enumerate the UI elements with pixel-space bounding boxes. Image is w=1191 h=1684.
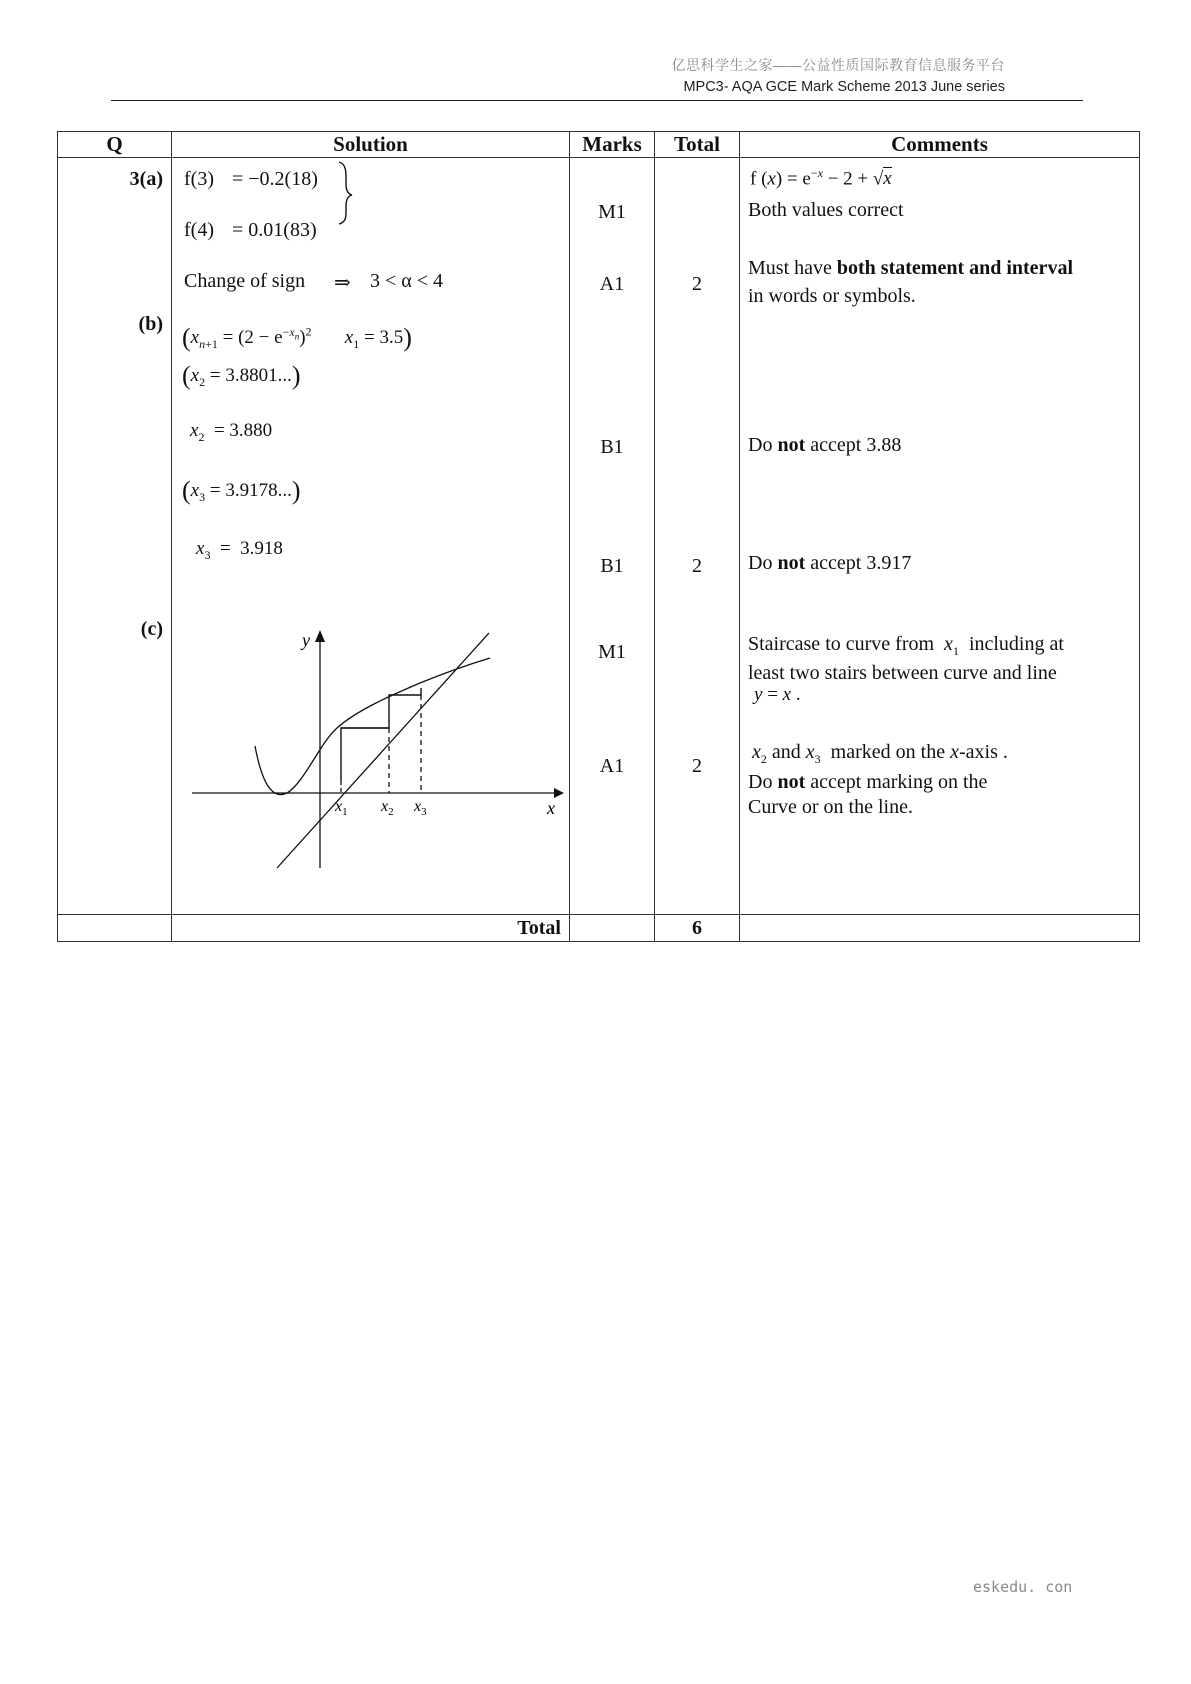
comment-both-values: Both values correct: [748, 199, 904, 221]
mark-a1-a: A1: [599, 273, 625, 295]
total-a: 2: [692, 273, 702, 295]
x2-working: $(x_2 = 3.8801...)$: [182, 361, 301, 390]
f4-label: f(4): [184, 219, 214, 241]
total-cell: [655, 158, 740, 915]
change-of-sign: Change of sign: [184, 270, 306, 292]
x1-value: 3.5: [379, 327, 404, 348]
col-solution: Solution: [172, 132, 570, 158]
f3-value: = −0.2(18): [232, 168, 318, 190]
x-axis-arrow: [554, 788, 564, 798]
comment-curve-or-line: Curve or on the line.: [748, 796, 913, 818]
mark-b1-1: B1: [600, 436, 624, 458]
total-row: [58, 915, 1140, 942]
col-total: Total: [655, 132, 740, 158]
iteration-formula: ($x_{n+1} = (2 - e^{-x_n})^2$ $x_1 = 3.5$): [182, 323, 412, 352]
staircase-path: [341, 688, 421, 781]
comment-x2-x3: $x_2$ and $x_3$ marked on the x-axis .: [752, 741, 1008, 766]
x2-working-value: 3.8801...: [225, 365, 292, 386]
q-label-b: (b): [138, 313, 163, 335]
curve-y-equals-g: [255, 658, 490, 795]
y-axis-arrow: [315, 630, 325, 642]
total-row-q: [58, 915, 172, 942]
tick-x2: $x_2$: [381, 798, 394, 818]
x3-answer: $x_3 = 3.918$: [196, 538, 283, 562]
header-row: [58, 132, 1140, 158]
mark-a1-c: A1: [599, 755, 625, 777]
staircase-graph: [172, 618, 570, 888]
f3-label: f(3): [184, 168, 214, 190]
document-title: MPC3- AQA GCE Mark Scheme 2013 June series: [683, 79, 1005, 95]
function-definition: f $(x) = e^{-x} - 2 + √x$: [750, 166, 892, 190]
x-axis-label: x: [547, 798, 555, 818]
tick-x3: $x_3$: [414, 798, 427, 818]
comment-not-3917: Do not accept 3.917: [748, 552, 912, 574]
total-label: Total: [172, 915, 570, 942]
total-value: 6: [655, 915, 740, 942]
total-c: 2: [692, 755, 702, 777]
col-comments: Comments: [740, 132, 1140, 158]
col-q: Q: [58, 132, 172, 158]
mark-m1-c: M1: [598, 641, 626, 663]
q-label-c: (c): [140, 618, 163, 640]
site-banner: 亿思科学生之家——公益性质国际教育信息服务平台: [671, 57, 1005, 73]
comment-staircase: Staircase to curve from $x_1$ including at: [748, 633, 1064, 658]
mark-m1-a: M1: [598, 201, 626, 223]
curly-brace: [337, 158, 367, 228]
comment-in-words: in words or symbols.: [748, 285, 916, 307]
mark-b1-2: B1: [600, 555, 624, 577]
total-b: 2: [692, 555, 702, 577]
comment-least-two: least two stairs between curve and line: [748, 662, 1057, 684]
x3-working: $(x_3 = 3.9178...)$: [182, 476, 301, 505]
x2-answer-value: 3.880: [229, 420, 273, 441]
x3-working-value: 3.9178...: [225, 480, 292, 501]
x3-answer-value: 3.918: [240, 538, 283, 559]
solution-cell: [172, 158, 570, 915]
col-marks: Marks: [570, 132, 655, 158]
q-cell: [58, 158, 172, 915]
mark-scheme-table: [57, 131, 1140, 942]
total-row-comments: [740, 915, 1140, 942]
watermark: eskedu. con: [973, 1578, 1073, 1596]
header-rule: [111, 100, 1083, 101]
comment-not-388: Do not accept 3.88: [748, 434, 902, 456]
f4-value: = 0.01(83): [232, 219, 317, 241]
x2-answer: $x_2 = 3.880$: [190, 420, 273, 444]
tick-x1: $x_1$: [335, 798, 348, 818]
interval: 3 < α < 4: [370, 270, 444, 292]
comments-cell: [740, 158, 1140, 915]
implies-arrow: ⇒: [334, 272, 351, 294]
y-axis-label: y: [302, 630, 310, 650]
comment-must-have: Must have both statement and interval: [748, 257, 1073, 279]
comment-y-equals-x: y = x .: [754, 684, 801, 705]
total-row-marks: [570, 915, 655, 942]
q-label-3a: 3(a): [129, 168, 163, 190]
comment-not-marking: Do not accept marking on the: [748, 771, 988, 793]
marks-cell: [570, 158, 655, 915]
question-row: [58, 158, 1140, 915]
